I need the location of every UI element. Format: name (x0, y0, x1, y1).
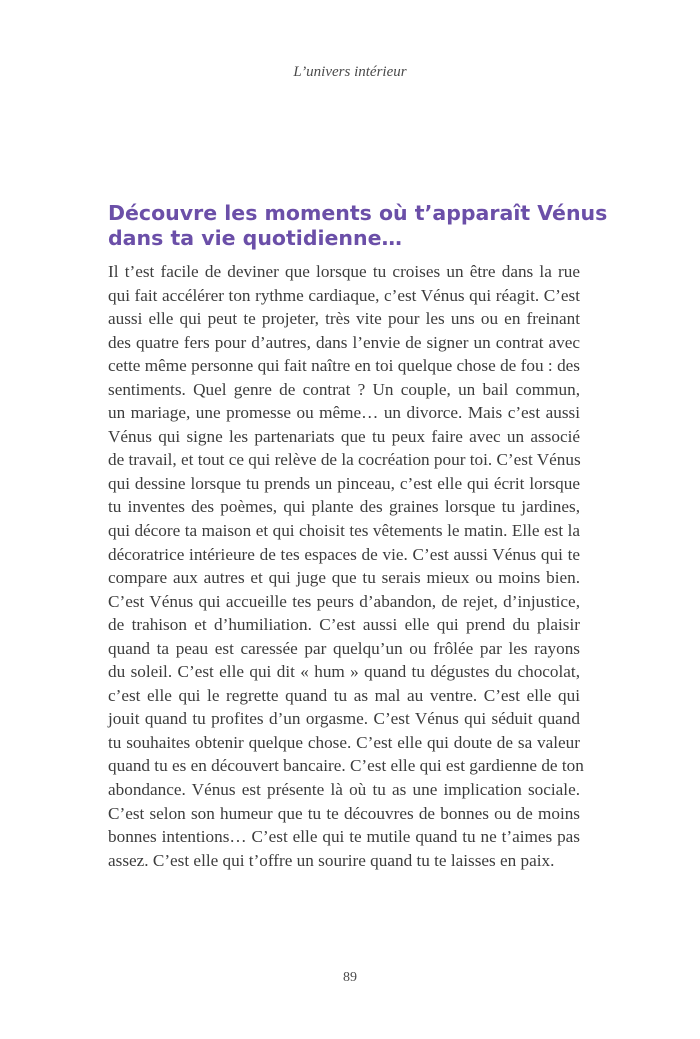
text-line: qui fait accélérer ton rythme cardiaque, c’est Vénus qui réagit. C’est (108, 285, 580, 305)
heading-line: Découvre les moments où t’apparaît Vénus (108, 201, 608, 225)
text-line: décoratrice intérieure de tes espaces de vie. C’est aussi Vénus qui te (108, 544, 580, 564)
text-line: tu souhaites obtenir quelque chose. C’est elle qui doute de sa valeur (108, 732, 580, 752)
page-number: 89 (343, 970, 357, 985)
text-line: qui décore ta maison et qui choisit tes vêtements le matin. Elle est la (108, 521, 580, 541)
text-line: des quatre fers pour d’autres, dans l’envie de signer un contrat avec (108, 332, 580, 352)
text-line: un mariage, une promesse ou même… un divorce. Mais c’est aussi (108, 403, 580, 423)
text-line: assez. C’est elle qui t’offre un sourire quand tu te laisses en paix. (108, 850, 555, 870)
text-line: abondance. Vénus est présente là où tu as une implication sociale. (108, 780, 580, 800)
running-head: L’univers intérieur (293, 64, 407, 80)
text-line: du soleil. C’est elle qui dit « hum » quand tu dégustes du chocolat, (108, 662, 580, 682)
text-line: c’est elle qui le regrette quand tu as mal au ventre. C’est elle qui (108, 685, 580, 705)
text-line: qui dessine lorsque tu prends un pinceau, c’est elle qui écrit lorsque (108, 473, 580, 493)
text-line: bonnes intentions… C’est elle qui te mutile quand tu ne t’aimes pas (108, 827, 580, 847)
text-line: compare aux autres et qui juge que tu serais mieux ou moins bien. (108, 568, 580, 588)
text-line: de trahison et d’humiliation. C’est aussi elle qui prend du plaisir (108, 615, 580, 635)
text-line: quand ta peau est caressée par quelqu’un ou frôlée par les rayons (108, 638, 580, 658)
text-line: C’est selon son humeur que tu te découvres de bonnes ou de moins (108, 803, 580, 823)
text-line: sentiments. Quel genre de contrat ? Un couple, un bail commun, (108, 379, 580, 399)
heading-line: dans ta vie quotidienne… (108, 226, 403, 250)
text-line: de travail, et tout ce qui relève de la cocréation pour toi. C’est Vénus (108, 450, 581, 470)
text-line: tu inventes des poèmes, qui plante des graines lorsque tu jardines, (108, 497, 580, 517)
text-line: C’est Vénus qui accueille tes peurs d’abandon, de rejet, d’injustice, (108, 591, 580, 611)
text-line: Vénus qui signe les partenariats que tu peux faire avec un associé (108, 426, 580, 446)
text-line: Il t’est facile de deviner que lorsque tu croises un être dans la rue (108, 262, 580, 281)
text-line: aussi elle qui peut te projeter, très vite pour les uns ou en freinant (108, 309, 580, 329)
text-line: quand tu es en découvert bancaire. C’est elle qui est gardienne de ton (108, 756, 584, 776)
body-paragraph (108, 260, 584, 872)
text-line: jouit quand tu profites d’un orgasme. C’est Vénus qui séduit quand (108, 709, 580, 729)
section-heading (108, 201, 608, 251)
text-line: cette même personne qui fait naître en toi quelque chose de fou : des (108, 356, 580, 376)
